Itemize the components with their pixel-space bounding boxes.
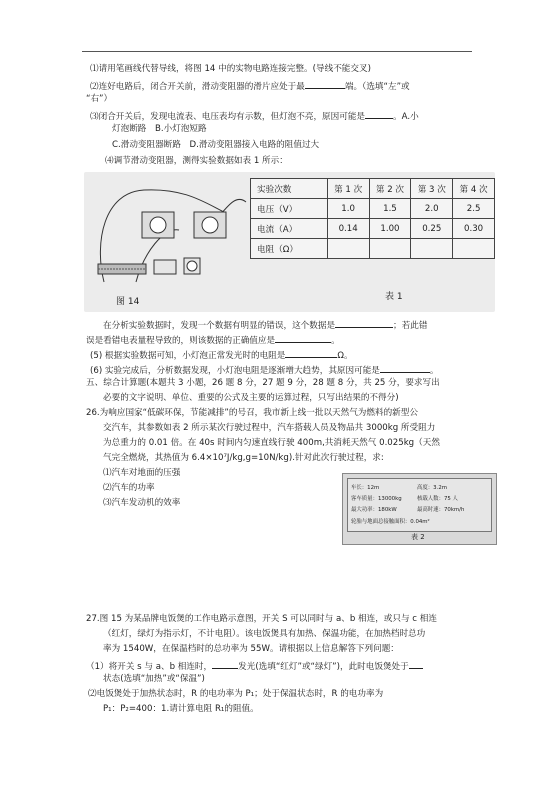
q26-line-4: 气完全燃烧，其热值为 6.4×10⁷J/kg,g=10N/kg).针对此次行驶过程，求: [103, 453, 384, 463]
q27-line-3: 率为 1540W，在保温档时的总功率为 55W。请根据以上信息解答下列问题： [103, 644, 399, 654]
figure-14 [84, 172, 495, 312]
q26-line-3: 为总重力的 0.01 倍。在 40s 时间内匀速直线行驶 400m,共消耗天然气 0.025kg（天然 [103, 438, 440, 448]
q3-options-2: C.滑动变阻器断路 D.滑动变阻器接入电路的阻值过大 [112, 140, 320, 150]
table-cell: 第 3 次 [411, 179, 453, 199]
figure-caption: 图 14 [116, 297, 140, 307]
table-cell: 第 4 次 [453, 179, 495, 199]
table-row [251, 219, 495, 239]
table-cell: 2.0 [411, 199, 453, 219]
q4-analysis-cont: 误是看错电表量程导致的，则该数据的正确值应是 。 [86, 333, 340, 347]
table-caption: 表 1 [385, 292, 403, 302]
table-row: 车长：12m 高度：3.2m [351, 485, 447, 491]
table-row: 轮胎与地面总接触面积：0.04m² [351, 519, 430, 525]
answer-blank [380, 363, 430, 373]
answer-blank [275, 333, 331, 343]
q4-analysis: 在分析实验数据时，发现一个数据有明显的错误，这个数据是 ；若此错 [103, 318, 427, 332]
table-cell: 电压（V） [251, 199, 328, 219]
q26-sub-1: ⑴汽车对地面的压强 [103, 468, 181, 478]
q26-sub-2: ⑵汽车的功率 [103, 483, 155, 493]
answer-blank [212, 659, 238, 669]
q3-options-1: 灯泡断路 B.小灯泡短路 [112, 124, 207, 134]
table-2-caption: 表 2 [411, 533, 425, 541]
table-cell: 电阻（Ω） [251, 239, 328, 259]
table-cell: 电流（A） [251, 219, 328, 239]
table-cell [411, 239, 453, 259]
q26-line-2: 交汽车，其参数如表 2 所示某次行驶过程中，汽车搭载人员及物品共 3000kg 所受阻力 [103, 423, 436, 433]
table-cell [369, 239, 411, 259]
q27-line-2: （红灯，绿灯为指示灯，不计电阻）。该电饭煲具有加热、保温功能，在加热档时总功 [103, 629, 426, 639]
q4-line: ⑷调节滑动变阻器，测得实验数据如表 1 所示： [105, 156, 288, 166]
table-cell: 1.5 [369, 199, 411, 219]
answer-blank [335, 318, 393, 328]
table-row: 客车质量：13000kg 核载人数：75 人 [351, 496, 458, 502]
table-cell: 0.30 [453, 219, 495, 239]
table-2-box [342, 473, 497, 545]
answer-blank [285, 348, 337, 358]
q1-line: ⑴请用笔画线代替导线，将图 14 中的实物电路连接完整。(导线不能交叉) [90, 64, 371, 74]
table-row [251, 179, 495, 199]
q27-sub-1-cont: 状态(选填“加热”或“保温”) [103, 674, 205, 684]
table-row: 最大功率：180kW 最高时速：70km/h [351, 507, 465, 513]
table-row [251, 239, 495, 259]
table-cell: 2.5 [453, 199, 495, 219]
table-cell: 第 2 次 [369, 179, 411, 199]
table-cell: 第 1 次 [327, 179, 369, 199]
answer-blank [365, 109, 393, 119]
q26-line-1: 26.为响应国家“低碳环保，节能减排”的号召，我市新上线一批以天然气为燃料的新型公 [86, 408, 418, 418]
q27-sub-1: （1）将开关 s 与 a、b 相连时， 发光(选填“红灯”或“绿灯”)，此时电饭煲处于 [86, 659, 423, 673]
q5-line: (5) 根据实验数据可知，小灯泡正常发光时的电阻是 Ω。 [90, 348, 353, 362]
table-cell [453, 239, 495, 259]
table-row [251, 199, 495, 219]
q27-sub-2-cont: P₁：P₂=400：1.请计算电阻 R₁的阻值。 [103, 704, 259, 714]
q2-line-cont: “右”） [86, 94, 113, 104]
circuit-illustration [84, 172, 250, 312]
table-cell: 1.00 [369, 219, 411, 239]
table-cell [327, 239, 369, 259]
table-cell: 0.14 [327, 219, 369, 239]
q27-line-1: 27.图 15 为某品牌电饭煲的工作电路示意图，开关 S 可以同时与 a、b 相连，或只与 c 相连 [86, 614, 437, 624]
q26-sub-3: ⑶汽车发动机的效率 [103, 498, 181, 508]
table-cell: 实验次数 [251, 179, 328, 199]
top-rule [82, 51, 472, 52]
data-table-1 [250, 178, 495, 259]
section-five-note: 必要的文字说明、单位、重要的公式及主要的运算过程，只写出结果的不得分) [103, 393, 399, 403]
answer-blank [305, 79, 345, 89]
q3-line: ⑶闭合开关后，发现电流表、电压表均有示数，但灯泡不亮，原因可能是 。A.小 [90, 109, 419, 123]
q6-line: (6) 实验完成后，分析数据发现，小灯泡电阻是逐渐增大趋势，其原因可能是 。 [90, 363, 439, 377]
section-five-heading: 五、综合计算题(本题共 3 小题，26 题 8 分，27 题 9 分，28 题 8 分，共 25 分，要求写出 [86, 378, 440, 388]
q27-sub-2: ⑵电饭煲处于加热状态时，R 的电功率为 P₁；处于保温状态时，R 的电功率为 [88, 689, 384, 699]
table-cell: 0.25 [411, 219, 453, 239]
table-2-inner [347, 478, 492, 532]
q2-line: ⑵连好电路后，闭合开关前，滑动变阻器的滑片应处于最 端。（选填“左”或 [90, 79, 410, 93]
answer-blank [409, 659, 423, 669]
table-cell: 1.0 [327, 199, 369, 219]
